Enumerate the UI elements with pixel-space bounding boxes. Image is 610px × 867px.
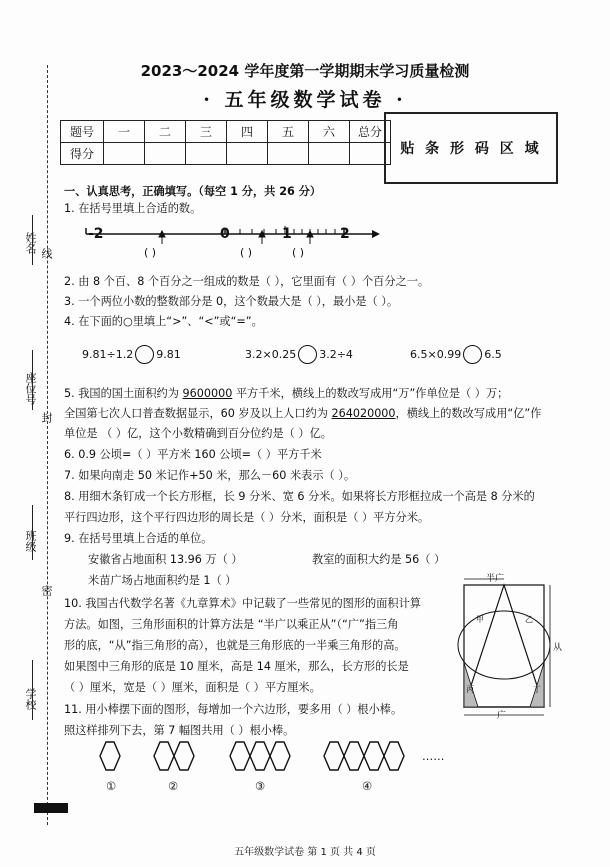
score-table-score-row [61, 143, 391, 165]
compare-left: 6.5×0.99 [410, 348, 462, 361]
section-heading: 一、认真思考，正确填写。（每空 1 分，共 26 分） [64, 185, 322, 198]
q5-text: 全国第七次人口普查数据显示，60 岁及以上人口约为 [64, 407, 332, 420]
question-8-line-2: 平行四边形，这个平行四边形的周长是（ ）分米，面积是（ ）平方分米。 [64, 511, 430, 524]
compare-circle[interactable] [463, 345, 482, 364]
numberline-label: 1 [282, 226, 292, 242]
hex-figure-label: ④ [362, 780, 373, 793]
score-table [60, 120, 391, 165]
score-header-cell: 三 [186, 121, 227, 143]
question-11-line-2: 照这样排列下去，第 7 幅图共用（ ）根小棒。 [64, 724, 295, 737]
class-blank [32, 505, 33, 560]
question-1: 1. 在括号里填上合适的数。 [64, 202, 202, 215]
question-4: 4. 在下面的○里填上“>”、“<”或“=”。 [64, 315, 263, 328]
compare-right: 9.81 [156, 348, 181, 361]
score-cell[interactable] [186, 143, 227, 165]
compare-circle[interactable] [135, 345, 154, 364]
q5-text: 5. 我国的国土面积约为 [64, 387, 183, 400]
figure-label-side: 从 [553, 643, 563, 653]
seat-label: 座位号 [24, 372, 37, 405]
school-label: 学校 [24, 688, 37, 710]
question-6: 6. 0.9 公顷=（ ）平方米 160 公顷=（ ）平方千米 [64, 448, 322, 461]
class-label: 班级 [24, 530, 37, 552]
score-cell[interactable] [268, 143, 309, 165]
answer-blank[interactable]: ( ) [292, 246, 305, 259]
figure-piece-label: 丁 [533, 685, 541, 694]
q5-number: 9600000 [182, 387, 233, 400]
question-10-line-2: 方法。如图，三角形面积的计算方法是 “半广以乘正从”（“广”指三角 [64, 618, 399, 631]
compare-left: 3.2×0.25 [245, 348, 297, 361]
score-cell[interactable] [104, 143, 145, 165]
ellipsis: …… [422, 750, 445, 763]
hex-figure-label: ② [168, 780, 179, 793]
score-header-cell: 六 [309, 121, 350, 143]
name-blank [32, 215, 33, 265]
question-10-line-4: 如果图中三角形的底是 10 厘米，高是 14 厘米，那么，长方形的长是 [64, 660, 409, 673]
score-header-cell: 五 [268, 121, 309, 143]
triangle-rectangle-figure [450, 575, 563, 720]
hex-figure-label: ③ [255, 780, 266, 793]
question-9-a: 安徽省占地面积 13.96 万（ ） [88, 553, 243, 566]
numberline-label: 0 [220, 226, 230, 242]
figure-label-bottom: 广 [497, 711, 507, 721]
question-8-line-1: 8. 用细木条钉成一个长方形框，长 9 分米、宽 6 分米。如果将长方形框拉成一个高是 8 分米的 [64, 490, 535, 503]
school-blank [32, 660, 33, 720]
binding-dashed-line [47, 65, 48, 825]
score-header-cell: 总分 [350, 121, 391, 143]
question-9-b: 教室的面积大约是 56（ ） [312, 553, 446, 566]
q5-number: 264020000 [331, 407, 396, 420]
score-header-cell: 题号 [61, 121, 104, 143]
question-5-line-1 [64, 385, 508, 401]
line-mark: 线 [40, 248, 53, 259]
score-cell[interactable] [145, 143, 186, 165]
question-5-line-2 [64, 405, 541, 421]
seat-blank [32, 350, 33, 410]
figure-piece-label: 丙 [466, 685, 474, 694]
alignment-mark [34, 803, 68, 813]
answer-blank[interactable]: ( ) [144, 246, 157, 259]
question-2: 2. 由 8 个百、8 个百分之一组成的数是（ ），它里面有（ ）个百分之一。 [64, 275, 430, 288]
question-10-line-1: 10. 我国古代数学名著《九章算术》中记载了一些常见的图形的面积计算 [64, 597, 421, 610]
numberline-label: -2 [88, 226, 104, 242]
compare-left: 9.81÷1.2 [82, 348, 134, 361]
score-header-cell: 一 [104, 121, 145, 143]
compare-item [82, 345, 181, 364]
question-3: 3. 一个两位小数的整数部分是 0，这个数最大是（ ），最小是（ ）。 [64, 295, 399, 308]
exam-subtitle: · 五年级数学试卷 · [203, 89, 407, 111]
question-10-line-3: 形的底，“从”指三角形的高），也就是三角形底的一半乘三角形的高。 [64, 639, 406, 652]
figure-piece-label: 甲 [476, 615, 484, 624]
question-9-c: 米苗广场占地面积约是 1（ ） [88, 574, 237, 587]
compare-circle[interactable] [298, 345, 317, 364]
question-11-line-1: 11. 用小棒摆下面的图形，每增加一个六边形，要多用（ ）根小棒。 [64, 703, 403, 716]
name-label: 姓名 [24, 232, 37, 254]
figure-label-top: 半广 [486, 574, 505, 584]
seal-mark-2: 密 [40, 585, 53, 596]
number-line [80, 222, 380, 262]
exam-title: 2023～2024 学年度第一学期期末学习质量检测 [140, 62, 470, 80]
barcode-area: 贴 条 形 码 区 域 [384, 112, 558, 184]
score-header-cell: 四 [227, 121, 268, 143]
compare-item [410, 345, 502, 364]
score-table-header-row [61, 121, 391, 143]
score-row-label: 得分 [61, 143, 104, 165]
hexagon-sequence [100, 742, 430, 782]
score-header-cell: 二 [145, 121, 186, 143]
page-footer: 五年级数学试卷 第 1 页 共 4 页 [234, 847, 376, 858]
compare-right: 3.2÷4 [319, 348, 353, 361]
q5-text: ，横线上的数改写成用“亿”作 [395, 407, 542, 420]
answer-blank[interactable]: ( ) [240, 246, 253, 259]
compare-right: 6.5 [484, 348, 502, 361]
score-cell[interactable] [227, 143, 268, 165]
numberline-label: 2 [340, 226, 350, 242]
question-9: 9. 在括号里填上合适的单位。 [64, 532, 213, 545]
score-cell[interactable] [309, 143, 350, 165]
figure-piece-label: 乙 [525, 615, 533, 624]
hex-figure-label: ① [106, 780, 117, 793]
q5-text: 平方千米，横线上的数改写成用“万”作单位是（ ）万； [232, 387, 509, 400]
question-7: 7. 如果向南走 50 米记作+50 米，那么－60 米表示（ ）。 [64, 469, 356, 482]
seal-mark: 封 [40, 412, 53, 423]
compare-item [245, 345, 353, 364]
question-10-line-5: （ ）厘米，宽是（ ）厘米，面积是（ ）平方厘米。 [64, 681, 321, 694]
question-5-line-3: 单位是 （ ）亿，这个小数精确到百分位约是（ ）亿。 [64, 427, 332, 440]
